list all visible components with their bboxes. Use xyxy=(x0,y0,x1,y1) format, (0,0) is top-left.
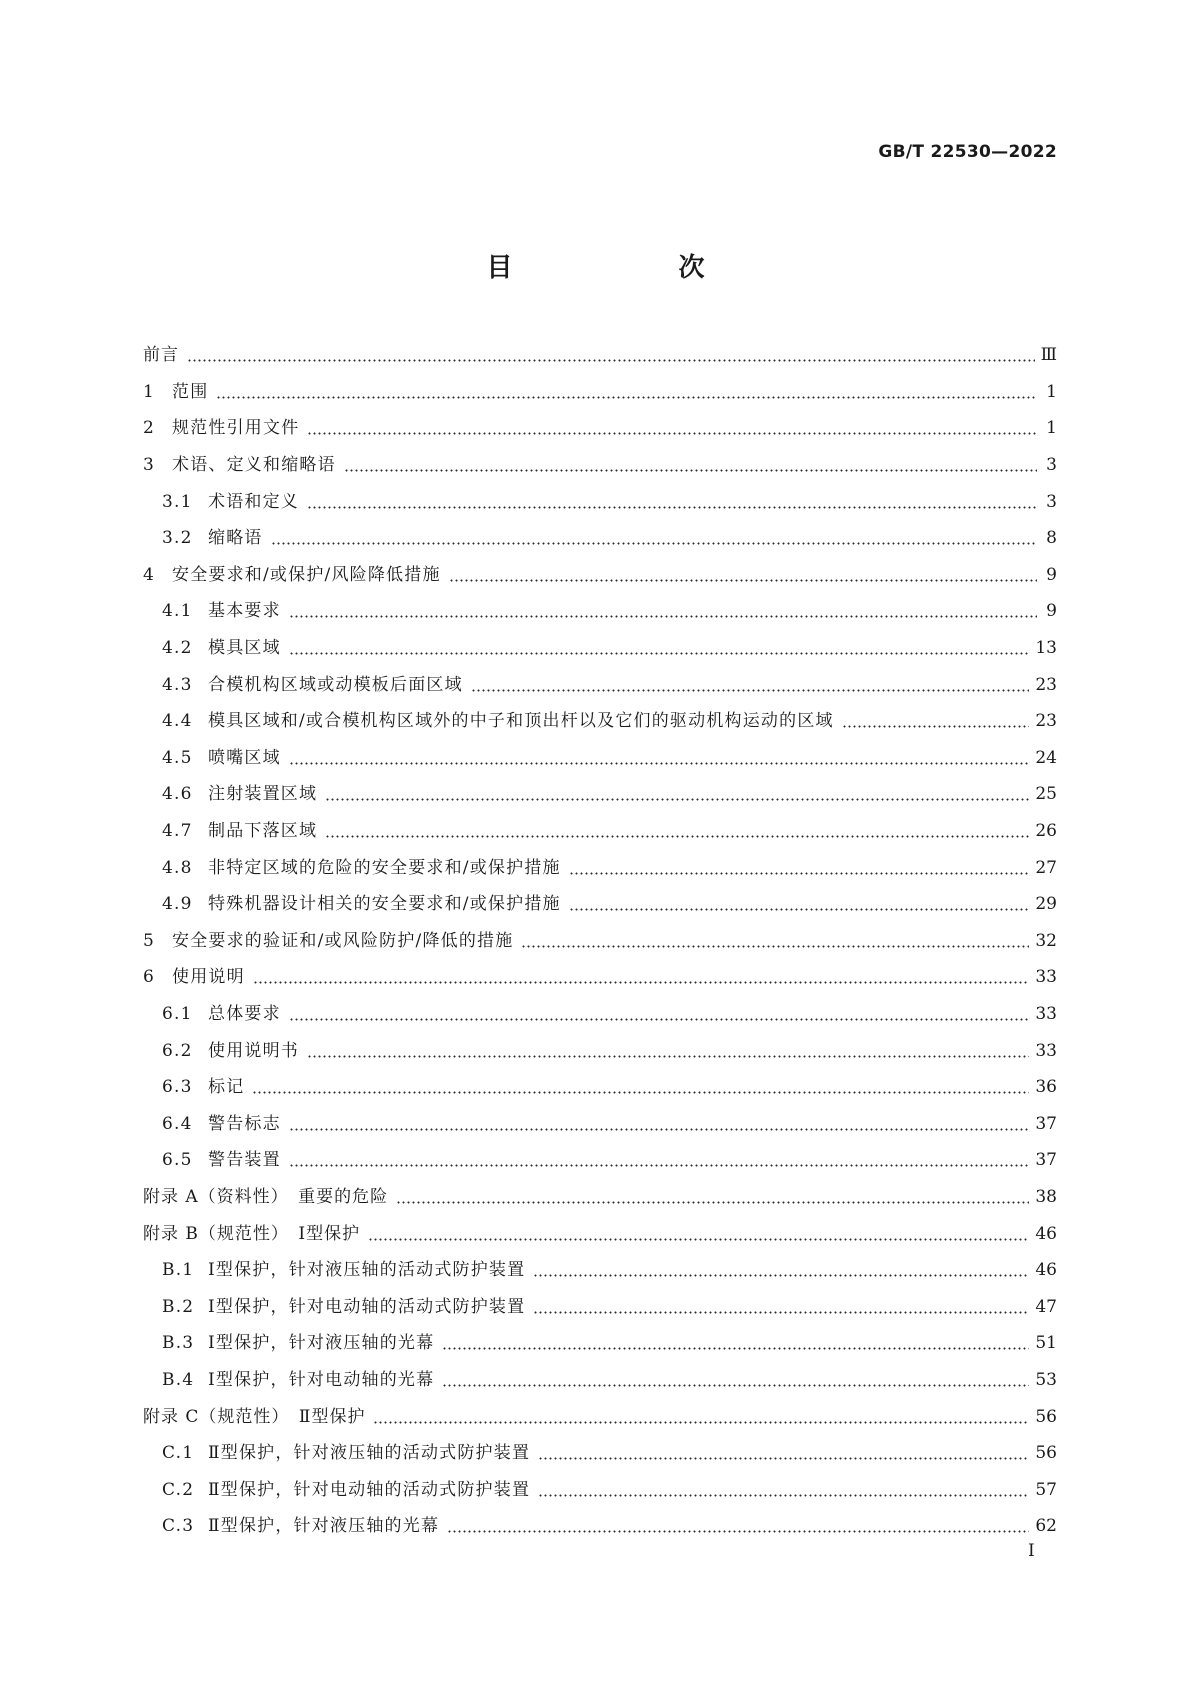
toc-entry-number: 4.9 xyxy=(162,894,193,915)
dot-leader xyxy=(569,858,1030,878)
toc-entry[interactable] xyxy=(143,1215,1057,1252)
toc-entry-label xyxy=(162,1333,434,1353)
toc-entry-page: 33 xyxy=(1035,1003,1057,1024)
dot-leader xyxy=(449,565,1037,585)
toc-entry-label xyxy=(162,528,263,548)
dot-leader xyxy=(325,821,1029,841)
toc-entry-label xyxy=(143,565,441,585)
toc-entry-page: 57 xyxy=(1035,1479,1057,1500)
toc-entry-number: 4.7 xyxy=(162,821,193,842)
toc-entry-page: 13 xyxy=(1035,638,1057,659)
toc-entry-label xyxy=(162,1480,530,1500)
toc-entry-label xyxy=(162,894,561,914)
toc-entry-label xyxy=(162,1004,281,1024)
toc-entry-number: 4.6 xyxy=(162,784,193,805)
dot-leader xyxy=(289,601,1037,621)
toc-entry-page: 33 xyxy=(1035,967,1057,988)
toc-entry-number: 3 xyxy=(143,455,156,476)
toc-entry-number: 1 xyxy=(143,381,156,402)
toc-entry-page: 1 xyxy=(1046,381,1057,402)
toc-entry-number: 6.3 xyxy=(162,1077,193,1098)
dot-leader xyxy=(307,1041,1029,1061)
toc-entry-page: 8 xyxy=(1046,528,1057,549)
toc-entry[interactable] xyxy=(143,813,1057,850)
toc-entry-number: 6.5 xyxy=(162,1150,193,1171)
toc-entry-page: 38 xyxy=(1035,1186,1057,1207)
toc-entry-page: 23 xyxy=(1035,674,1057,695)
toc-entry-title: 警告装置 xyxy=(208,1150,281,1171)
toc-entry-label xyxy=(162,1041,299,1061)
toc-entry-page: 46 xyxy=(1035,1223,1057,1244)
toc-entry-page: 9 xyxy=(1046,601,1057,622)
toc-entry-label xyxy=(143,345,179,365)
toc-entry-page: 26 xyxy=(1035,821,1057,842)
toc-entry-number: 2 xyxy=(143,418,156,439)
toc-entry-title: Ⅱ型保护，针对电动轴的活动式防护装置 xyxy=(208,1479,531,1500)
toc-entry-page: 9 xyxy=(1046,564,1057,585)
dot-leader xyxy=(396,1187,1029,1207)
toc-entry-title: 制品下落区域 xyxy=(208,821,318,842)
toc-entry-number: 4 xyxy=(143,564,156,585)
toc-entry-page: 53 xyxy=(1035,1369,1057,1390)
toc-entry-label xyxy=(162,675,463,695)
toc-entry[interactable] xyxy=(143,447,1057,484)
dot-leader xyxy=(569,894,1030,914)
toc-entry[interactable] xyxy=(143,1179,1057,1216)
standard-code: GB/T 22530—2022 xyxy=(878,142,1057,162)
dot-leader xyxy=(447,1516,1029,1536)
dot-leader xyxy=(538,1443,1029,1463)
toc-entry[interactable] xyxy=(143,630,1057,667)
toc-entry[interactable] xyxy=(143,557,1057,594)
toc-entry-number: 4.2 xyxy=(162,638,193,659)
toc-entry-label xyxy=(162,1516,439,1536)
toc-entry[interactable] xyxy=(143,483,1057,520)
dot-leader xyxy=(271,528,1037,548)
dot-leader xyxy=(289,1004,1030,1024)
toc-entry[interactable] xyxy=(143,1508,1057,1545)
toc-entry-page: 29 xyxy=(1035,894,1057,915)
toc-entry-label xyxy=(162,784,317,804)
dot-leader xyxy=(307,418,1037,438)
dot-leader xyxy=(521,931,1029,951)
toc-entry-title: 附录 B（规范性） Ⅰ型保护 xyxy=(143,1223,361,1244)
dot-leader xyxy=(533,1297,1029,1317)
toc-entry-title: 术语和定义 xyxy=(208,491,299,512)
toc-entry-title: 规范性引用文件 xyxy=(172,418,300,439)
toc-entry-page: 37 xyxy=(1035,1113,1057,1134)
toc-entry-label xyxy=(162,711,834,731)
toc-entry-title: Ⅱ型保护，针对液压轴的活动式防护装置 xyxy=(208,1443,531,1464)
toc-entry[interactable] xyxy=(143,740,1057,777)
toc-entry-title: 非特定区域的危险的安全要求和/或保护措施 xyxy=(208,857,561,878)
toc-entry-page: 27 xyxy=(1035,857,1057,878)
toc-entry-page: 46 xyxy=(1035,1260,1057,1281)
toc-entry-label xyxy=(162,1443,530,1463)
dot-leader xyxy=(252,1077,1029,1097)
toc-entry-label xyxy=(162,858,561,878)
toc-entry[interactable] xyxy=(143,593,1057,630)
toc-entry-title: 注射装置区域 xyxy=(208,784,318,805)
dot-leader xyxy=(442,1333,1029,1353)
toc-entry-title: 模具区域和/或合模机构区域外的中子和顶出杆以及它们的驱动机构运动的区域 xyxy=(208,711,834,732)
toc-entry-label xyxy=(143,418,299,438)
toc-entry-page: 24 xyxy=(1035,747,1057,768)
toc-entry-title: 缩略语 xyxy=(208,528,263,549)
toc-entry[interactable] xyxy=(143,1362,1057,1399)
page-title: 目 次 xyxy=(486,253,775,283)
toc-entry-title: Ⅰ型保护，针对电动轴的活动式防护装置 xyxy=(208,1296,526,1317)
toc-entry-title: 术语、定义和缩略语 xyxy=(172,455,336,476)
toc-entry-label xyxy=(143,1187,388,1207)
toc-entry[interactable] xyxy=(143,1105,1057,1142)
toc-entry[interactable] xyxy=(143,959,1057,996)
toc-entry-label xyxy=(143,967,245,987)
dot-leader xyxy=(533,1260,1029,1280)
toc-entry[interactable] xyxy=(143,776,1057,813)
dot-leader xyxy=(289,1150,1030,1170)
toc-entry-title: 附录 C（规范性） Ⅱ型保护 xyxy=(143,1406,366,1427)
toc-entry[interactable] xyxy=(143,337,1057,374)
toc-entry-title: 基本要求 xyxy=(208,601,281,622)
dot-leader xyxy=(373,1407,1029,1427)
dot-leader xyxy=(325,784,1029,804)
toc-entry-page: 56 xyxy=(1035,1443,1057,1464)
toc-entry[interactable] xyxy=(143,1435,1057,1472)
toc-entry-label xyxy=(162,1150,281,1170)
dot-leader xyxy=(289,1114,1030,1134)
toc-entry-page: 3 xyxy=(1046,491,1057,512)
dot-leader xyxy=(442,1370,1029,1390)
toc-entry[interactable] xyxy=(143,849,1057,886)
toc-entry[interactable] xyxy=(143,996,1057,1033)
toc-entry-number: 3.2 xyxy=(162,528,193,549)
toc-entry-page: 23 xyxy=(1035,711,1057,732)
dot-leader xyxy=(538,1480,1029,1500)
toc-entry-number: B.1 xyxy=(162,1260,195,1281)
toc-entry-page: 47 xyxy=(1035,1296,1057,1317)
toc-entry-title: Ⅰ型保护，针对液压轴的光幕 xyxy=(208,1333,435,1354)
toc-entry-label xyxy=(143,931,513,951)
toc-entry-page: Ⅲ xyxy=(1040,345,1057,366)
toc-entry-page: 32 xyxy=(1035,930,1057,951)
toc-entry-page: 1 xyxy=(1046,418,1057,439)
toc-entry-title: 警告标志 xyxy=(208,1113,281,1134)
toc-entry-label xyxy=(162,1114,281,1134)
toc-entry-number: 4.1 xyxy=(162,601,193,622)
toc-entry[interactable] xyxy=(143,520,1057,557)
toc-entry-title: Ⅱ型保护，针对液压轴的光幕 xyxy=(208,1516,440,1537)
toc-entry-label xyxy=(143,455,336,475)
toc-entry-title: 合模机构区域或动模板后面区域 xyxy=(208,674,463,695)
toc-entry-title: 喷嘴区域 xyxy=(208,747,281,768)
toc-entry-number: 4.3 xyxy=(162,674,193,695)
dot-leader xyxy=(289,638,1030,658)
toc-entry-number: C.3 xyxy=(162,1516,195,1537)
toc-entry[interactable] xyxy=(143,886,1057,923)
toc-entry[interactable] xyxy=(143,1398,1057,1435)
dot-leader xyxy=(344,455,1037,475)
toc-entry[interactable] xyxy=(143,1471,1057,1508)
toc-entry-title: 附录 A（资料性） 重要的危险 xyxy=(143,1186,389,1207)
toc-entry-number: C.2 xyxy=(162,1479,195,1500)
toc-entry-number: B.4 xyxy=(162,1369,195,1390)
toc-entry[interactable] xyxy=(143,666,1057,703)
toc-entry[interactable] xyxy=(143,923,1057,960)
toc-entry-page: 3 xyxy=(1046,455,1057,476)
toc-entry-title: 安全要求和/或保护/风险降低措施 xyxy=(172,564,441,585)
toc-entry-label xyxy=(162,1077,244,1097)
toc-entry-number: 4.4 xyxy=(162,711,193,732)
toc-entry[interactable] xyxy=(143,410,1057,447)
dot-leader xyxy=(842,711,1030,731)
toc-entry-page: 62 xyxy=(1035,1516,1057,1537)
dot-leader xyxy=(289,748,1030,768)
toc-entry-label xyxy=(162,748,281,768)
toc-entry-number: C.1 xyxy=(162,1443,195,1464)
toc-entry-page: 56 xyxy=(1035,1406,1057,1427)
toc-entry-title: 模具区域 xyxy=(208,638,281,659)
toc-entry-page: 33 xyxy=(1035,1040,1057,1061)
toc-entry-page: 37 xyxy=(1035,1150,1057,1171)
toc-entry-page: 25 xyxy=(1035,784,1057,805)
dot-leader xyxy=(187,345,1035,365)
toc-entry[interactable] xyxy=(143,1252,1057,1289)
toc-entry-label xyxy=(162,821,317,841)
toc-entry-number: B.3 xyxy=(162,1333,195,1354)
toc-entry[interactable] xyxy=(143,1032,1057,1069)
toc-entry-label xyxy=(162,1260,525,1280)
toc-entry-number: 6.1 xyxy=(162,1003,193,1024)
toc-entry[interactable] xyxy=(143,1325,1057,1362)
toc-entry-number: 6 xyxy=(143,967,156,988)
toc-entry-number: 6.4 xyxy=(162,1113,193,1134)
toc-entry-page: 51 xyxy=(1035,1333,1057,1354)
dot-leader xyxy=(253,967,1030,987)
toc-entry-label xyxy=(162,638,281,658)
toc-entry-title: 使用说明 xyxy=(172,967,245,988)
toc-entry-title: 使用说明书 xyxy=(208,1040,299,1061)
toc-entry-number: 5 xyxy=(143,930,156,951)
toc-entry-label xyxy=(143,1224,360,1244)
page-number: Ⅰ xyxy=(1028,1541,1035,1561)
toc-entry-label xyxy=(143,382,208,402)
dot-leader xyxy=(307,492,1037,512)
toc-entry-label xyxy=(162,601,281,621)
toc-entry-title: 前言 xyxy=(143,345,179,366)
toc-entry-title: 安全要求的验证和/或风险防护/降低的措施 xyxy=(172,930,514,951)
toc-entry-number: 3.1 xyxy=(162,491,193,512)
toc-entry-number: 4.5 xyxy=(162,747,193,768)
toc-entry-page: 36 xyxy=(1035,1077,1057,1098)
toc-entry-title: Ⅰ型保护，针对电动轴的光幕 xyxy=(208,1369,435,1390)
toc-entry-number: 6.2 xyxy=(162,1040,193,1061)
toc-entry-label xyxy=(143,1407,365,1427)
toc-entry-title: 特殊机器设计相关的安全要求和/或保护措施 xyxy=(208,894,561,915)
toc-entry[interactable] xyxy=(143,1288,1057,1325)
toc-entry[interactable] xyxy=(143,1142,1057,1179)
table-of-contents xyxy=(143,337,1057,1545)
toc-entry[interactable] xyxy=(143,703,1057,740)
toc-entry-number: B.2 xyxy=(162,1296,195,1317)
dot-leader xyxy=(471,675,1030,695)
toc-entry-title: 标记 xyxy=(208,1077,245,1098)
toc-entry-label xyxy=(162,1370,434,1390)
toc-entry-title: 范围 xyxy=(172,381,209,402)
toc-entry-label xyxy=(162,1297,525,1317)
toc-entry[interactable] xyxy=(143,1069,1057,1106)
dot-leader xyxy=(216,382,1037,402)
toc-entry-title: Ⅰ型保护，针对液压轴的活动式防护装置 xyxy=(208,1260,526,1281)
toc-entry-title: 总体要求 xyxy=(208,1003,281,1024)
toc-entry[interactable] xyxy=(143,374,1057,411)
dot-leader xyxy=(368,1224,1029,1244)
toc-entry-number: 4.8 xyxy=(162,857,193,878)
toc-entry-label xyxy=(162,492,299,512)
